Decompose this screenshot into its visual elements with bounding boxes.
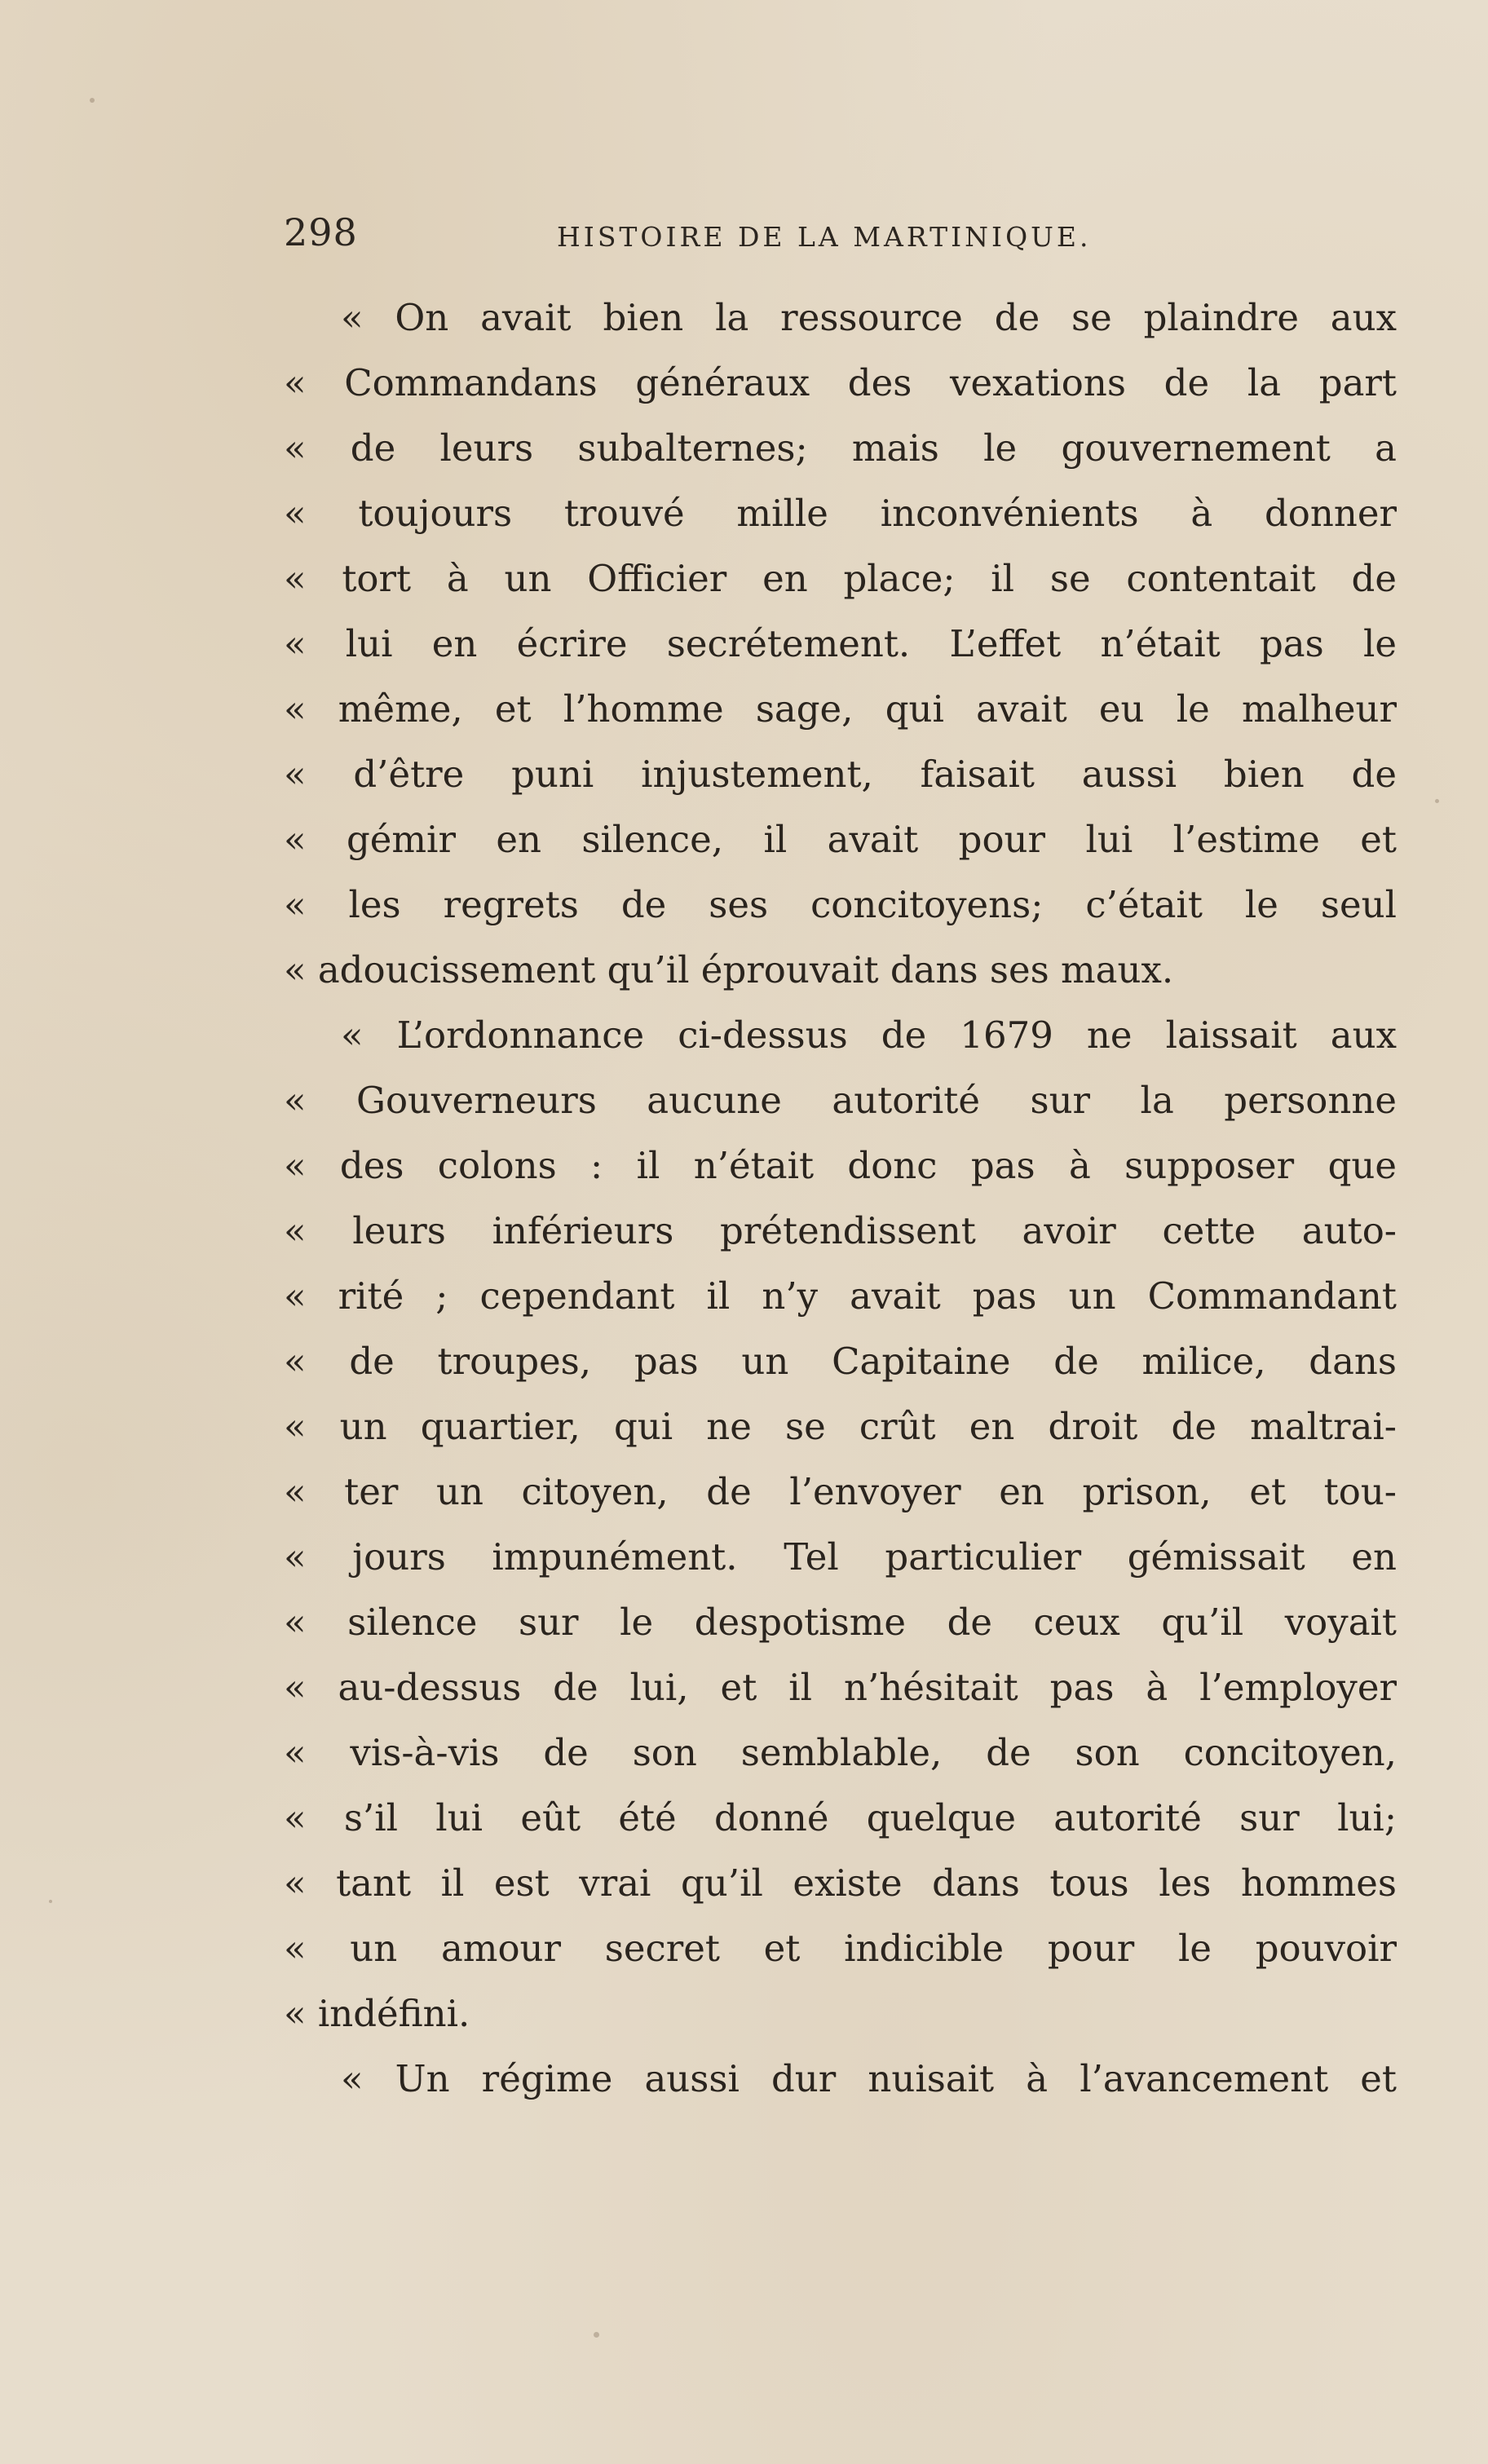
text-line: « de leurs subalternes; mais le gouvernement a [284, 426, 1397, 470]
page-number: 298 [284, 210, 358, 254]
text-line: « rité ; cependant il n’y avait pas un Commandant [284, 1274, 1397, 1318]
page-header [284, 204, 1197, 261]
text-line: « un amour secret et indicible pour le pouvoir [284, 1927, 1397, 1970]
paper-speck [1435, 799, 1439, 803]
text-line: « gémir en silence, il avait pour lui l’estime et [284, 818, 1397, 861]
text-line: « les regrets de ses concitoyens; c’était le seul [284, 883, 1397, 926]
text-line: « lui en écrire secrétement. L’effet n’était pas le [284, 622, 1397, 665]
text-line: « leurs inférieurs prétendissent avoir cette auto- [284, 1209, 1397, 1252]
text-line: « s’il lui eût été donné quelque autorité sur lui; [284, 1796, 1397, 1839]
body-text [284, 285, 1397, 2112]
text-line: « Un régime aussi dur nuisait à l’avancement et [341, 2057, 1397, 2100]
text-line: « Gouverneurs aucune autorité sur la personne [284, 1079, 1397, 1122]
text-line: « tort à un Officier en place; il se contentait de [284, 557, 1397, 600]
text-line: « même, et l’homme sage, qui avait eu le malheur [284, 687, 1397, 731]
text-line: « On avait bien la ressource de se plaindre aux [341, 296, 1397, 339]
text-line: « ter un citoyen, de l’envoyer en prison, et tou- [284, 1470, 1397, 1513]
paper-speck [90, 98, 95, 103]
text-line: « L’ordonnance ci-dessus de 1679 ne laissait aux [341, 1013, 1397, 1057]
text-line: « tant il est vrai qu’il existe dans tous les hommes [284, 1861, 1397, 1905]
text-line: « au-dessus de lui, et il n’hésitait pas à l’employer [284, 1666, 1397, 1709]
text-line: « vis-à-vis de son semblable, de son concitoyen, [284, 1731, 1397, 1774]
paper-speck [49, 1900, 52, 1903]
text-line: « des colons : il n’était donc pas à supposer que [284, 1144, 1397, 1187]
text-line: « silence sur le despotisme de ceux qu’il voyait [284, 1601, 1397, 1644]
text-line: « d’être puni injustement, faisait aussi bien de [284, 753, 1397, 796]
text-line: « toujours trouvé mille inconvénients à donner [284, 492, 1397, 535]
paper-speck [594, 2332, 599, 2338]
text-line: « indéfini. [284, 1992, 470, 2035]
text-line: « un quartier, qui ne se crût en droit de maltrai- [284, 1405, 1397, 1448]
text-line: « adoucissement qu’il éprouvait dans ses maux. [284, 948, 1174, 991]
text-line: « Commandans généraux des vexations de la part [284, 361, 1397, 404]
text-line: « de troupes, pas un Capitaine de milice, dans [284, 1340, 1397, 1383]
running-title: HISTOIRE DE LA MARTINIQUE. [557, 221, 1092, 253]
text-line: « jours impunément. Tel particulier gémissait en [284, 1535, 1397, 1579]
